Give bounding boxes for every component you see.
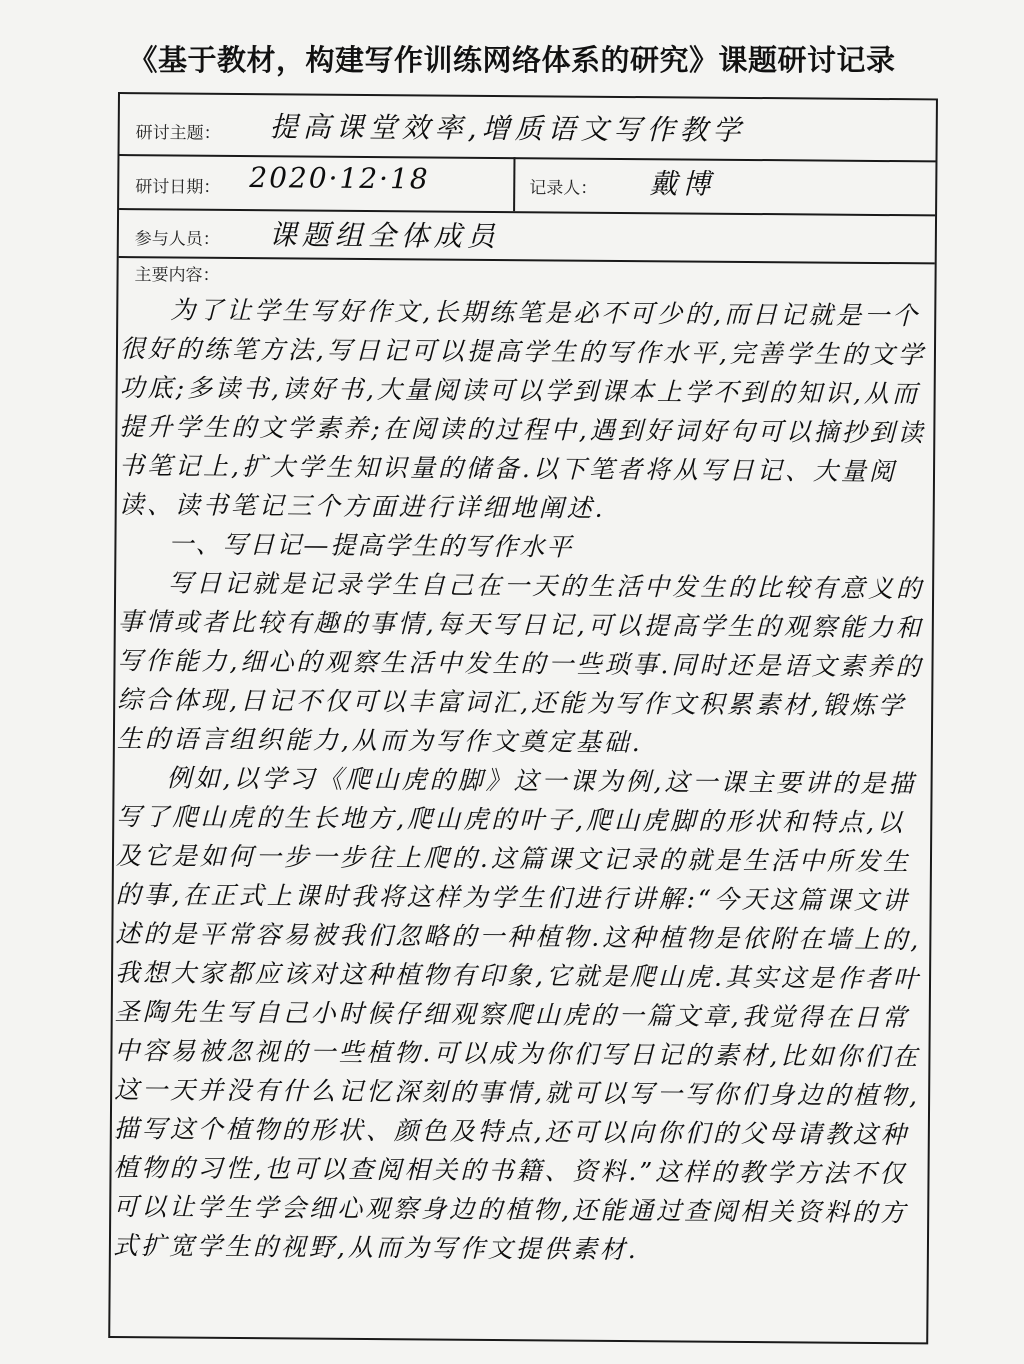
- topic-value: 提高课堂效率,增质语文写作教学: [269, 110, 746, 147]
- record-form: [108, 92, 938, 1344]
- participants-row: [119, 208, 935, 264]
- recorder-label: 记录人：: [529, 178, 598, 199]
- content-body: [113, 290, 929, 1271]
- date-row: [119, 154, 935, 216]
- content-label: 主要内容：: [134, 265, 220, 286]
- page-title: 《基于教材，构建写作训练网络体系的研究》课题研讨记录: [128, 43, 896, 77]
- section-heading: 一、写日记—提高学生的写作水平: [168, 529, 574, 562]
- participants-label: 参与人员：: [134, 229, 220, 250]
- topic-row: [119, 94, 935, 162]
- recorder-value: 戴博: [649, 167, 716, 201]
- date-divider: [513, 157, 515, 211]
- content-paragraph-diary: 写日记就是记录学生自己在一天的生活中发生的比较有意义的事情或者比较有趣的事情,每天写日记,可以提高学生的观察能力和写作能力,细心的观察生活中发生的一些琐事.同时还是语文素养的综合体现,日记不仅可以丰富词汇,还能为写作文积累素材,锻炼学生的语言组织能力,从而为写作文奠定基础.: [116, 568, 925, 758]
- content-paragraph-example: 例如,以学习《爬山虎的脚》这一课为例,这一课主要讲的是描写了爬山虎的生长地方,爬山虎的叶子,爬山虎脚的形状和特点,以及它是如何一步一步往上爬的.这篇课文记录的就是生活中所发生的事,在正式上课时我将这样为学生们进行讲解:“今天这篇课文讲述的是平常容易被我们忽略的一种植物.这种植物是依附在墙上的,我想大家都应该对这种植物有印象,它就是爬山虎.其实这是作者叶圣陶先生写自己小时候仔细观察爬山虎的一篇文章,我觉得在日常中容易被忽视的一些植物.可以成为你们写日记的素材,比如你们在这一天并没有什么记忆深刻的事情,就可以写一写你们身边的植物,描写这个植物的形状、颜色及特点,还可以向你们的父母请教这种植物的习性,也可以查阅相关的书籍、资料.”这样的教学方法不仅可以让学生学会细心观察身边的植物,还能通过查阅相关资料的方式扩宽学生的视野,从而为写作文提供素材.: [112, 763, 922, 1265]
- date-value: 2020·12·18: [249, 161, 430, 196]
- participants-value: 课题组全体成员: [268, 218, 501, 254]
- content-paragraph-intro: 为了让学生写好作文,长期练笔是必不可少的,而日记就是一个很好的练笔方法,写日记可以提高学生的写作水平,完善学生的文学功底;多读书,读好书,大量阅读可以学到课本上学不到的知识,从而提升学生的文学素养;在阅读的过程中,遇到好词好句可以摘抄到读书笔记上,扩大学生知识量的储备.以下笔者将从写日记、大量阅读、读书笔记三个方面进行详细地阐述.: [118, 295, 926, 523]
- topic-label: 研讨主题：: [135, 123, 221, 144]
- date-label: 研讨日期：: [135, 177, 221, 198]
